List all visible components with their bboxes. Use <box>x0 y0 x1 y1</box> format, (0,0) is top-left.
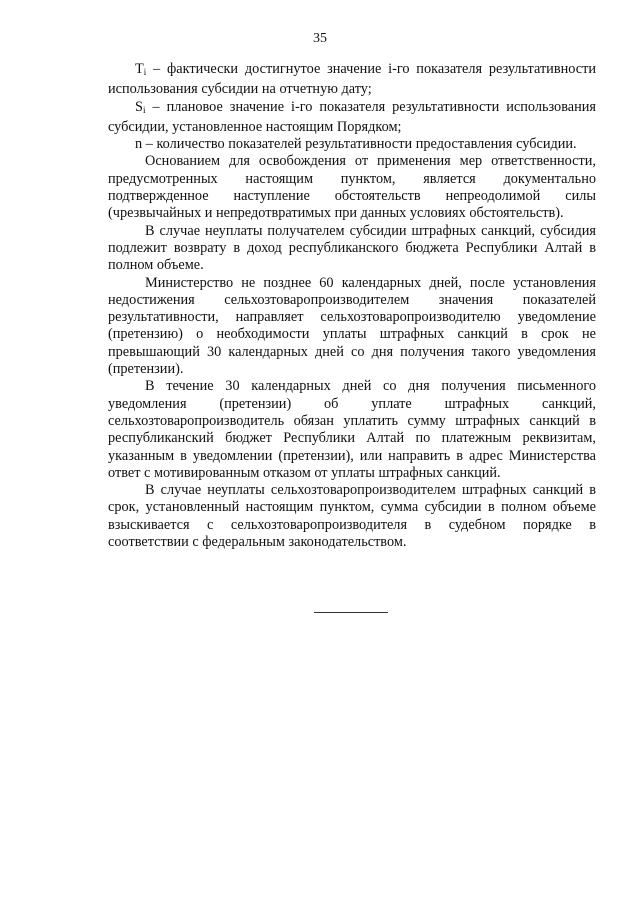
definition-s-text: – плановое значение i-го показателя результативности использования субсидии, установленное настоящим Порядком; <box>108 98 596 135</box>
symbol-n: n <box>135 136 143 153</box>
symbol-t: T <box>135 61 144 77</box>
definition-t <box>108 61 596 99</box>
paragraph-court-recovery: В случае неуплаты сельхозтоваропроизводителем штрафных санкций в срок, установленный настоящим пунктом, сумма субсидии в полном объеме взыскивается с сельхозтоваропроизводителя в судебном порядке в соответствии с федеральным законодательством. <box>108 482 596 551</box>
definition-t-text: – фактически достигнутое значение i-го показателя результативности использования субсидии на отчетную дату; <box>108 61 596 98</box>
page-number: 35 <box>313 31 327 46</box>
document-body <box>108 61 596 551</box>
definition-n-text: – количество показателей результативности предоставления субсидии. <box>142 136 577 153</box>
subscript-t: i <box>143 67 147 77</box>
subscript-s: i <box>142 104 146 115</box>
definition-s <box>108 99 596 137</box>
definition-n <box>108 136 596 153</box>
end-divider <box>314 612 388 613</box>
paragraph-force-majeure: Основанием для освобождения от применения мер ответственности, предусмотренных настоящим пунктом, является документально подтвержденное наступление обстоятельств непреодолимой силы (чрезвычайных и непредотвратимых при данных условиях обстоятельств). <box>108 153 596 222</box>
paragraph-ministry-notice: Министерство не позднее 60 календарных дней, после установления недостижения сельхозтоваропроизводителем значения показателей результативности, направляет сельхозтоваропроизводителю уведомление (претензию) о необходимости уплаты штрафных санкций в срок не превышающий 30 календарных дней со дня получения такого уведомления (претензии). <box>108 274 596 378</box>
paragraph-subsidy-return: В случае неуплаты получателем субсидии штрафных санкций, субсидия подлежит возврату в доход республиканского бюджета Республики Алтай в полном объеме. <box>108 222 596 274</box>
symbol-s: S <box>135 98 143 115</box>
paragraph-payment-term: В течение 30 календарных дней со дня получения письменного уведомления (претензии) об уплате штрафных санкций, сельхозтоваропроизводитель обязан уплатить сумму штрафных санкций в республиканский бюджет Республики Алтай по платежным реквизитам, указанным в уведомлении (претензии), или направить в адрес Министерства ответ с мотивированным отказом от уплаты штрафных санкций. <box>108 378 596 481</box>
